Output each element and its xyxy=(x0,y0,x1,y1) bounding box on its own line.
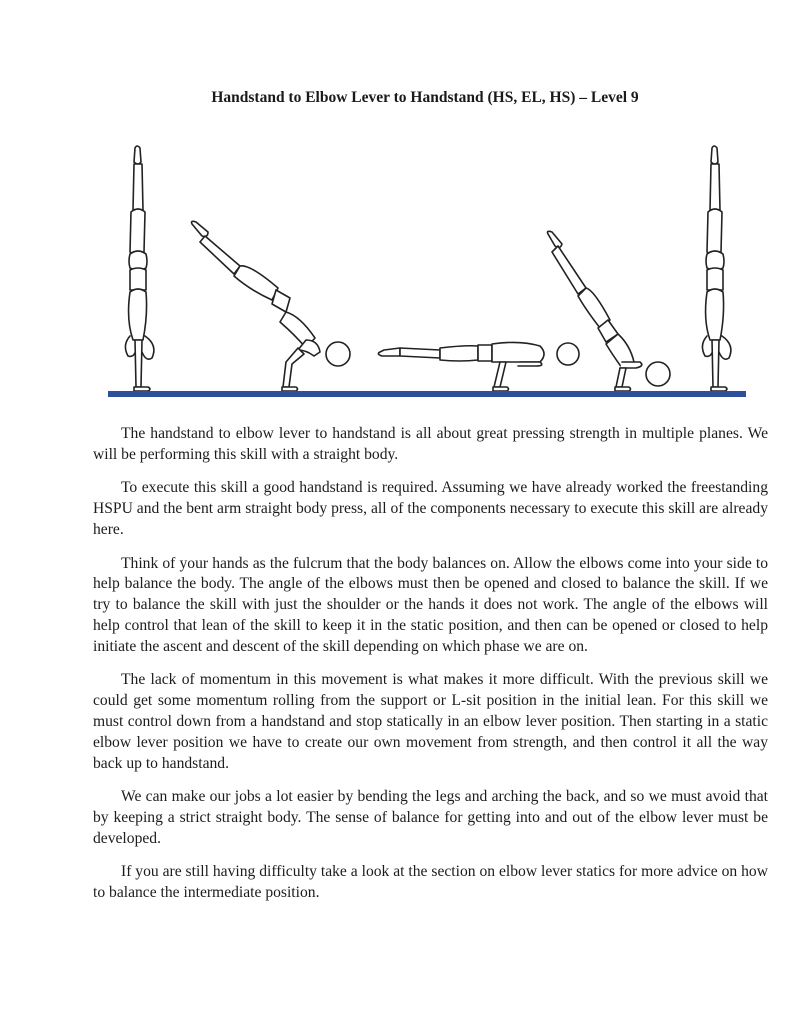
paragraph-5: We can make our jobs a lot easier by bending the legs and arching the back, and so we must avoid that by keeping a strict straight body. The sense of balance for getting into and out of the elbow lever must be developed. xyxy=(93,788,768,847)
page-title: Handstand to Elbow Lever to Handstand (HS, EL, HS) – Level 9 xyxy=(211,89,639,106)
figure-elbow-lever xyxy=(378,342,579,391)
figure-ascent xyxy=(548,231,671,391)
figure-handstand-end xyxy=(702,146,730,391)
figure-descent xyxy=(192,221,351,391)
paragraph-2: To execute this skill a good handstand is required. Assuming we have already worked the freestanding HSPU and the bent arm straight body press, all of the components necessary to execute this skill are already here. xyxy=(93,479,768,538)
floor-line xyxy=(108,391,746,397)
paragraph-1: The handstand to elbow lever to handstand is all about great pressing strength in multiple planes. We will be performing this skill with a straight body. xyxy=(93,425,768,463)
skill-sequence-illustration xyxy=(100,140,760,405)
paragraph-4: The lack of momentum in this movement is what makes it more difficult. With the previous skill we could get some momentum rolling from the support or L-sit position in the initial lean. For this skill we must control down from a handstand and stop statically in an elbow lever position. Then starting in a static elbow lever position we have to create our own movement from strength, and then control it all the way back up to handstand. xyxy=(93,671,768,772)
body-text xyxy=(93,424,768,917)
paragraph-6: If you are still having difficulty take a look at the section on elbow lever statics for more advice on how to balance the intermediate position. xyxy=(93,863,768,902)
paragraph-3: Think of your hands as the fulcrum that the body balances on. Allow the elbows come into your side to help balance the body. The angle of the elbows must then be opened and closed to balance the skill. If we try to balance the skill with just the shoulder or the hands it does not work. The angle of the elbows will help control that lean of the skill to keep it in the static position, and then can be opened or closed to help initiate the ascent and descent of the skill depending on which phase we are on. xyxy=(93,554,768,655)
figure-handstand-start xyxy=(125,146,153,391)
